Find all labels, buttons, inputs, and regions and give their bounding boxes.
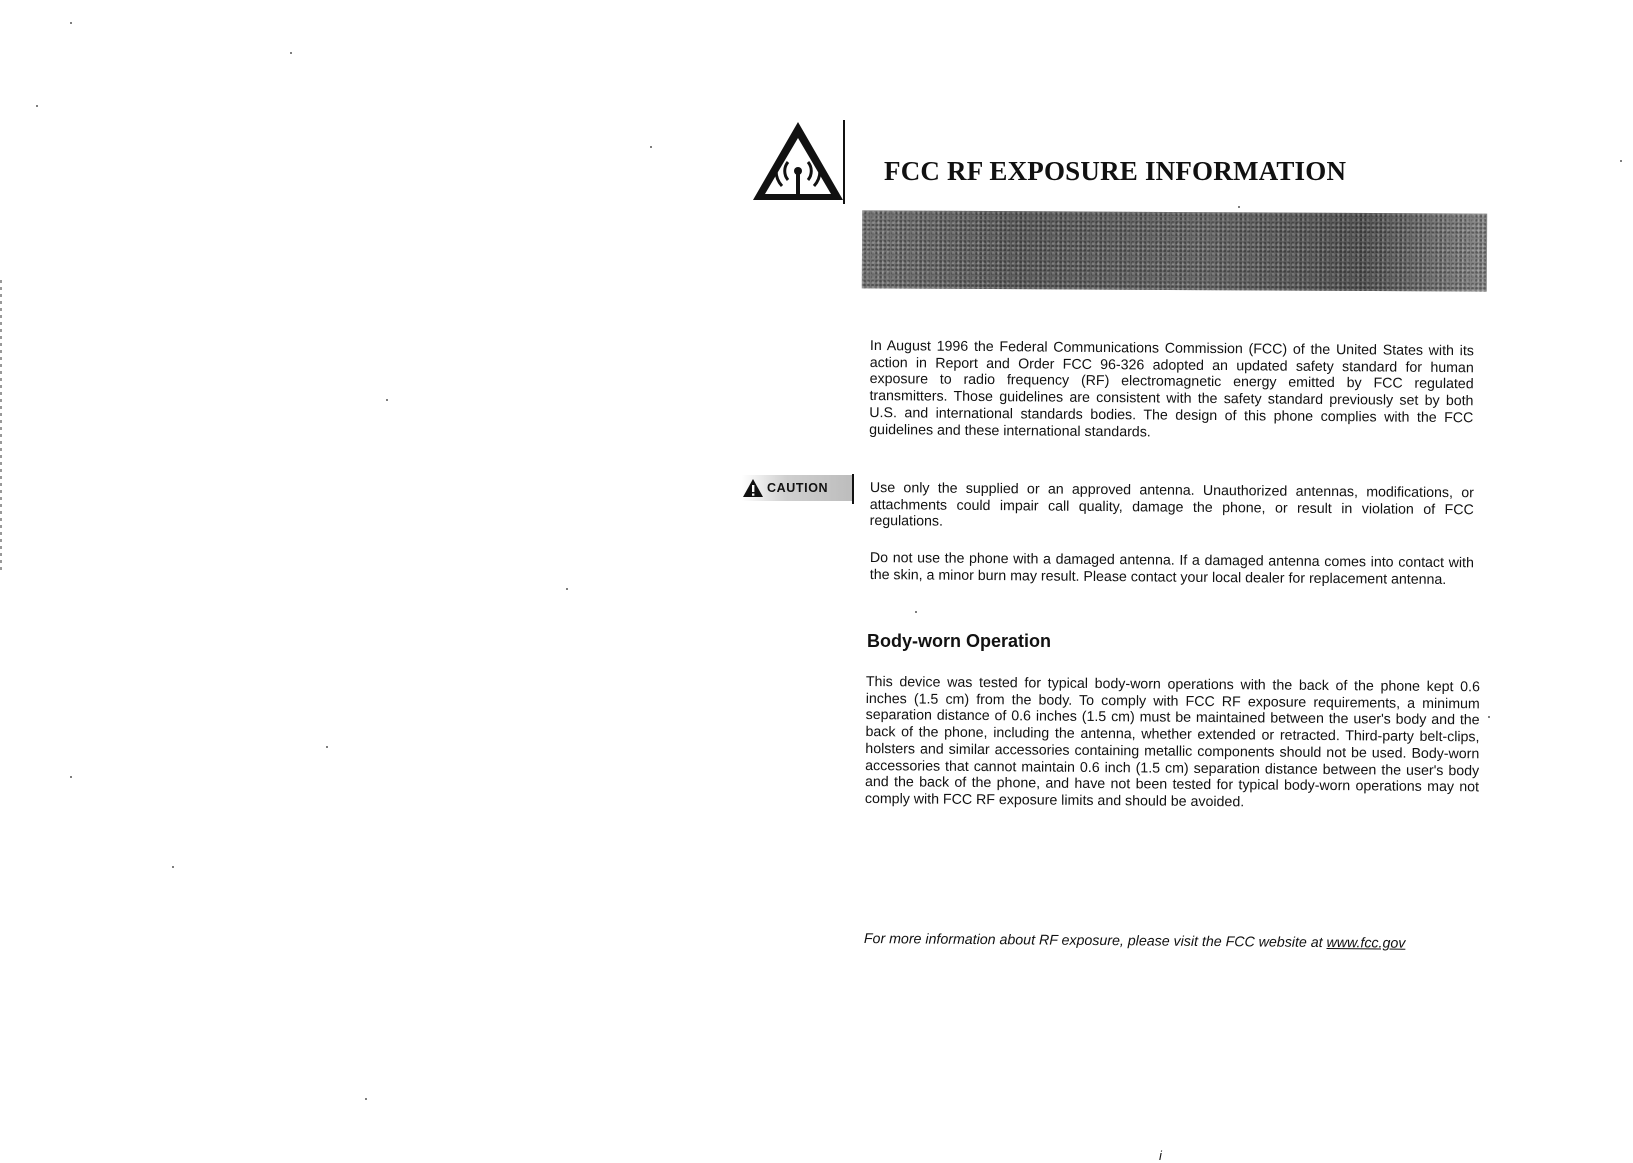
header-divider xyxy=(843,120,845,204)
body-worn-paragraph: This device was tested for typical body-worn operations with the back of the phone kept 0.6 inches (1.5 cm) from the body. To comply with FCC RF exposure requirements, a minimum separation distance of 0.6 inches (1.5 cm) must be maintained between the user's body and the back of the phone, including the antenna, whether extended or retracted. Third-party belt-clips, holsters and similar accessories containing metallic components should not be used. Body-worn accessories that cannot maintain 0.6 inch (1.5 cm) separation distance between the user's body and the back of the phone, and have not been tested for typical body-worn operations may not comply with FCC RF exposure limits and should be avoided. xyxy=(864,674,1480,811)
scan-speck xyxy=(70,22,72,24)
scan-speck xyxy=(290,52,292,54)
caution-label xyxy=(742,475,852,501)
warning-triangle-icon xyxy=(742,478,764,498)
scan-speck xyxy=(1488,716,1490,718)
fcc-website-link[interactable]: www.fcc.gov xyxy=(1326,935,1406,952)
scan-speck xyxy=(70,776,72,778)
body-worn-heading: Body-worn Operation xyxy=(867,631,1051,651)
scan-speck xyxy=(386,399,388,401)
rf-radiation-warning-icon xyxy=(750,118,846,204)
scan-speck xyxy=(172,866,174,868)
scan-edge-shadow xyxy=(0,280,2,570)
scan-speck xyxy=(36,105,38,107)
page-mark: i xyxy=(1159,1148,1162,1163)
antenna-paragraph: Do not use the phone with a damaged antenna. If a damaged antenna comes into contact with the skin, a minor burn may result. Please contact your local dealer for replacement antenna. xyxy=(869,550,1474,588)
caution-paragraph: Use only the supplied or an approved antenna. Unauthorized antennas, modifications, or attachments could impair call quality, damage the phone, or result in violation of FCC regulations. xyxy=(869,480,1474,531)
scan-speck xyxy=(365,1098,367,1100)
scan-speck xyxy=(1620,160,1622,162)
scan-speck xyxy=(326,746,328,748)
page-title: FCC RF EXPOSURE INFORMATION xyxy=(884,156,1347,186)
footer-note xyxy=(864,931,1406,952)
caution-divider xyxy=(852,474,854,504)
scan-speck xyxy=(566,588,568,590)
header-banner xyxy=(862,210,1487,291)
scan-speck xyxy=(650,146,652,148)
footer-note-text: For more information about RF exposure, please visit the FCC website at xyxy=(863,931,1327,952)
caution-label-text: CAUTION xyxy=(767,481,829,495)
scan-speck xyxy=(1238,206,1240,208)
scan-speck xyxy=(915,611,917,613)
intro-paragraph: In August 1996 the Federal Communications Commission (FCC) of the United States with its action in Report and Order FCC 96-326 adopted an updated safety standard for human exposure to radio frequency (RF) electromagnetic energy emitted by FCC regulated transmitters. Those guidelines are consistent with the safety standard previously set by both U.S. and international standards bodies. The design of this phone complies with the FCC guidelines and these international standards. xyxy=(869,338,1474,440)
